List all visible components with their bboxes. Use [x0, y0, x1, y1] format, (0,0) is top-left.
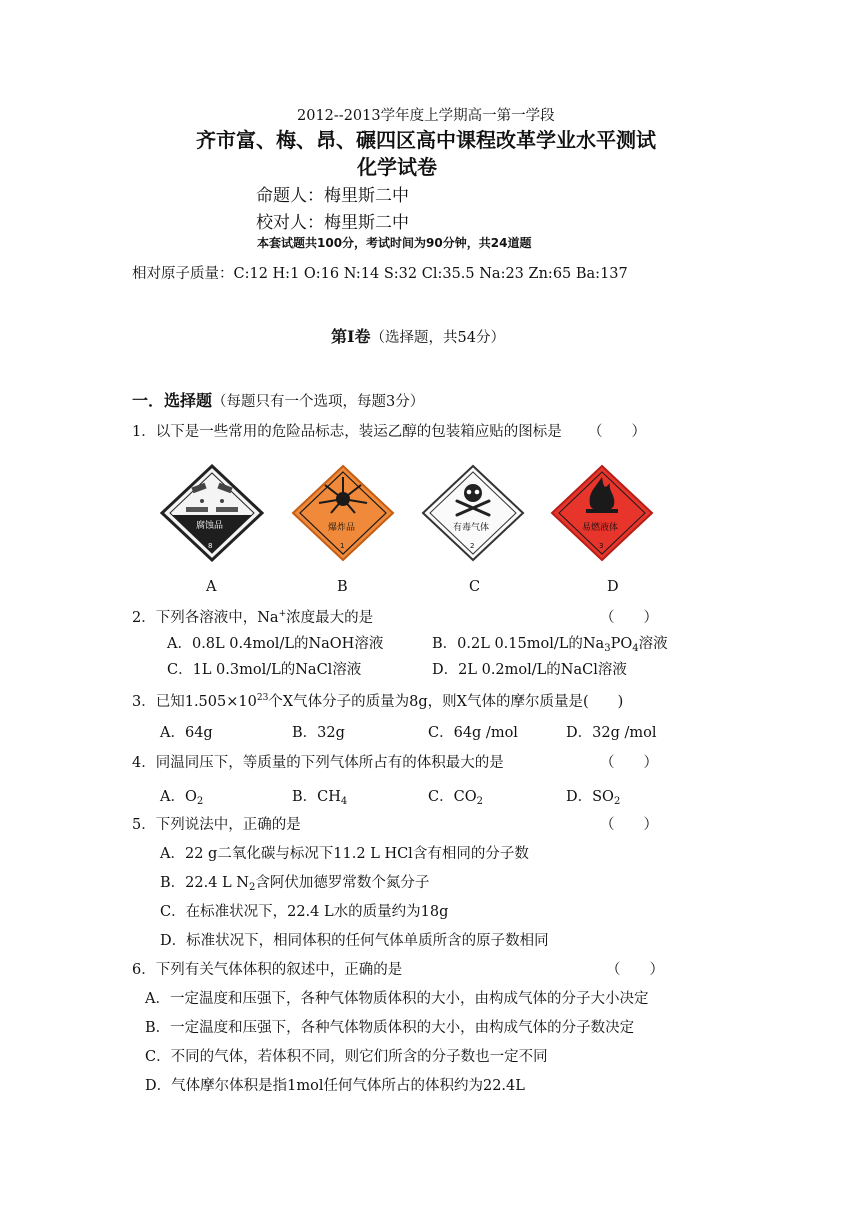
part-note: （每题只有一个选项，每题3分） — [212, 394, 425, 410]
part-header — [132, 388, 424, 411]
answer-paren: （ ） — [600, 817, 658, 833]
q6-option-c: C．不同的气体，若体积不同，则它们所含的分子数也一定不同 — [145, 1049, 548, 1065]
sign-class-number: 1 — [340, 542, 345, 550]
sign-class-number: 8 — [208, 542, 213, 550]
q2-b-text: B．0.2L 0.15mol/L的Na — [432, 636, 605, 652]
q4-a-text: A．O — [160, 789, 197, 805]
q4-c-text: C．CO — [428, 789, 477, 805]
q6-option-a: A．一定温度和压强下，各种气体物质体积的大小，由构成气体的分子大小决定 — [145, 991, 649, 1007]
section-header — [331, 324, 505, 347]
q2-option-d: D．2L 0.2mol/L的NaCl溶液 — [432, 662, 627, 678]
q4-c-sub: 2 — [476, 796, 483, 807]
q6-option-b: B．一定温度和压强下，各种气体物质体积的大小，由构成气体的分子数决定 — [145, 1020, 635, 1036]
hazard-sign-c — [419, 463, 527, 563]
q4-d-text: D．SO — [566, 789, 614, 805]
question-5: 5．下列说法中，正确的是 — [132, 817, 301, 833]
q4-option-a — [160, 785, 203, 807]
question-2 — [132, 606, 373, 627]
q3-text-a: 3．已知1.505×10 — [132, 694, 257, 710]
section-note: （选择题，共54分） — [370, 330, 505, 346]
q2-b-text: PO — [610, 636, 633, 652]
q3-sup: 23 — [256, 693, 269, 703]
checker-line: 校对人：梅里斯二中 — [256, 213, 409, 233]
q2-b-sub: 3 — [604, 643, 611, 654]
q5-b-text: 含阿伏加德罗常数个氮分子 — [255, 875, 430, 891]
question-4: 4．同温同压下，等质量的下列气体所占有的体积最大的是 — [132, 755, 504, 771]
sign-label: 易燃液体 — [582, 523, 619, 533]
part-title: 一．选择题 — [132, 391, 213, 410]
q5-option-a: A．22 g二氧化碳与标况下11.2 L HCl含有相同的分子数 — [160, 846, 529, 862]
exam-info: 本套试题共100分，考试时间为90分钟，共24道题 — [257, 236, 532, 250]
q4-option-b — [292, 785, 347, 807]
answer-paren: （ ） — [606, 962, 664, 978]
exam-title: 齐市富、梅、昂、碾四区高中课程改革学业水平测试 — [196, 128, 656, 152]
sign-label: 爆炸品 — [328, 523, 356, 533]
q2-b-text: 溶液 — [638, 636, 668, 652]
sign-letter-d: D — [607, 579, 619, 595]
q6-option-d: D．气体摩尔体积是指1mol任何气体所占的体积约为22.4L — [145, 1078, 525, 1094]
q5-option-b — [160, 871, 429, 893]
q2-option-c: C．1L 0.3mol/L的NaCl溶液 — [167, 662, 362, 678]
sign-letter-a: A — [206, 579, 217, 595]
q5-b-text: B．22.4 L N — [160, 875, 249, 891]
sign-class-number: 2 — [470, 542, 475, 550]
answer-paren: （ ） — [588, 424, 646, 440]
hazard-sign-a — [158, 463, 266, 563]
q5-option-d: D．标准状况下，相同体积的任何气体单质所含的原子数相同 — [160, 933, 549, 949]
sign-letter-c: C — [469, 579, 481, 595]
question-6: 6．下列有关气体体积的叙述中，正确的是 — [132, 962, 403, 978]
q2-b-sub: 4 — [632, 643, 639, 654]
q4-d-sub: 2 — [613, 796, 621, 807]
sign-class-number: 3 — [599, 542, 604, 550]
q4-option-c — [428, 785, 483, 807]
q2-sup: + — [278, 609, 287, 619]
q5-b-sub: 2 — [248, 882, 256, 893]
answer-paren: （ ） — [600, 610, 658, 626]
q3-option-c: C．64g /mol — [428, 725, 518, 741]
question-3 — [132, 690, 623, 711]
q4-b-text: B．CH — [292, 789, 341, 805]
exam-term-line: 2012--2013学年度上学期高一第一学段 — [297, 108, 555, 124]
exam-subtitle: 化学试卷 — [357, 155, 437, 179]
answer-paren: （ ） — [600, 755, 658, 771]
author-line: 命题人：梅里斯二中 — [256, 186, 409, 206]
question-1: 1．以下是一些常用的危险品标志，装运乙醇的包装箱应贴的图标是 — [132, 424, 562, 440]
q4-a-sub: 2 — [196, 796, 204, 807]
q4-option-d — [566, 785, 620, 807]
q3-option-b: B．32g — [292, 725, 345, 741]
hazard-sign-b — [289, 463, 397, 563]
hazard-sign-d — [548, 463, 656, 563]
q2-text-b: 浓度最大的是 — [286, 610, 374, 626]
q2-option-a: A．0.8L 0.4mol/L的NaOH溶液 — [167, 636, 384, 652]
q3-option-d: D．32g /mol — [566, 725, 657, 741]
atomic-mass-line: 相对原子质量：C:12 H:1 O:16 N:14 S:32 Cl:35.5 Na:23 Zn:65 Ba:137 — [132, 266, 628, 282]
q4-b-sub: 4 — [340, 796, 348, 807]
q3-option-a: A．64g — [160, 725, 213, 741]
q3-text-b: 个X气体分子的质量为8g，则X气体的摩尔质量是( ) — [268, 694, 624, 710]
section-title: 第Ⅰ卷 — [331, 327, 371, 346]
sign-label: 腐蚀品 — [196, 521, 224, 531]
q5-option-c: C．在标准状况下，22.4 L水的质量约为18g — [160, 904, 449, 920]
q2-text-a: 2．下列各溶液中，Na — [132, 610, 279, 626]
sign-letter-b: B — [337, 579, 348, 595]
sign-label: 有毒气体 — [453, 523, 490, 533]
q2-option-b — [432, 632, 668, 654]
